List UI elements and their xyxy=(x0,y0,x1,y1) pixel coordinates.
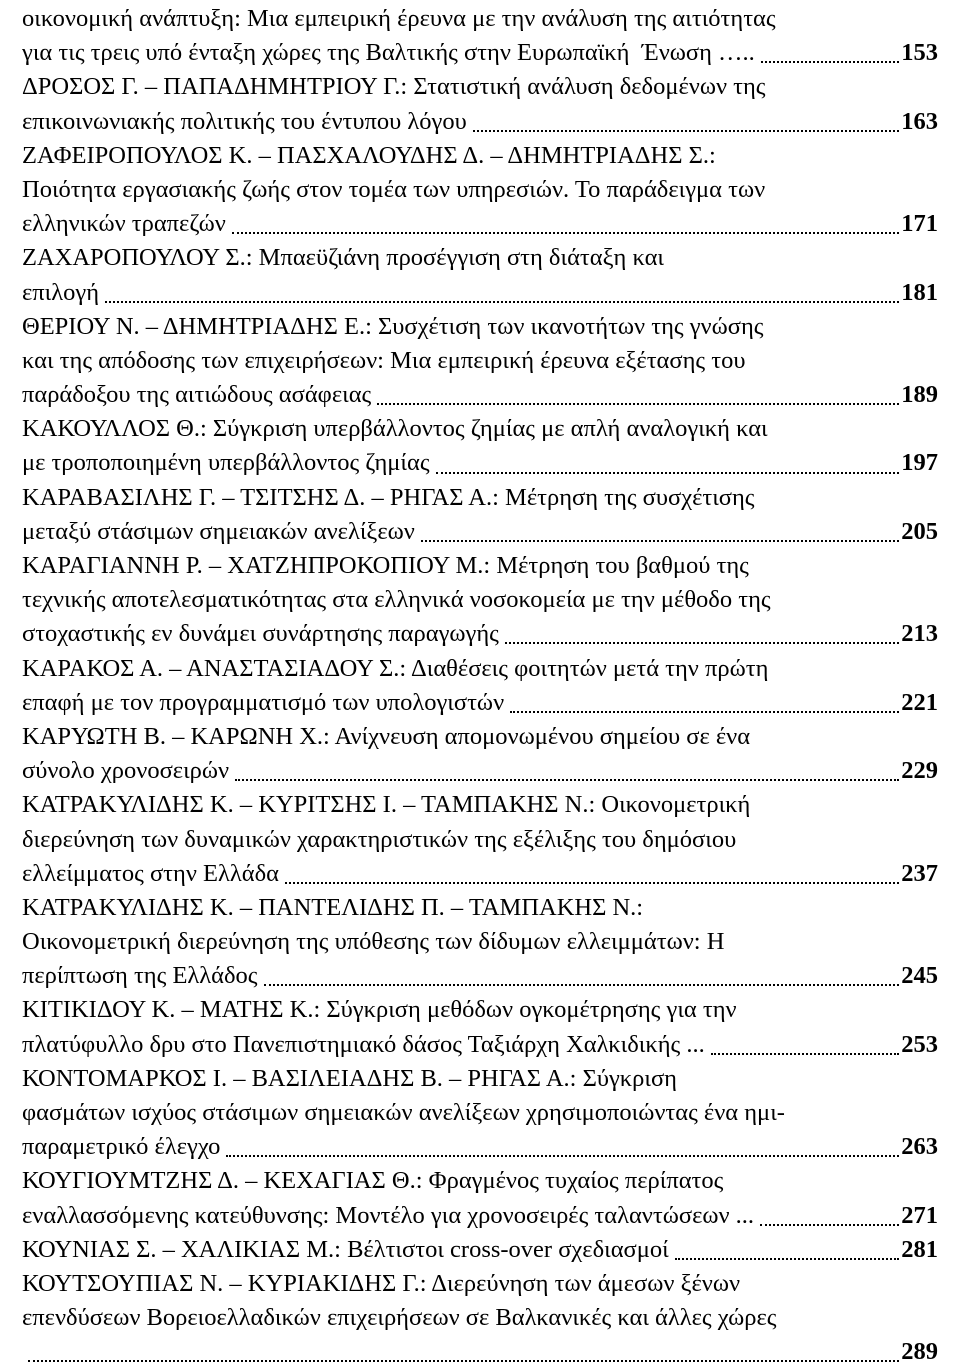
toc-line-text: ΚΑΡΑΓΙΑΝΝΗ Ρ. – ΧΑΤΖΗΠΡΟΚΟΠΙΟΥ Μ.: Μέτρηση του βαθμού της xyxy=(22,552,749,579)
toc-line xyxy=(22,310,938,344)
toc-line-text: ΔΡΟΣΟΣ Γ. – ΠΑΠΑΔΗΜΗΤΡΙΟΥ Γ.: Στατιστική ανάλυση δεδομένων της xyxy=(22,73,766,101)
dot-leader xyxy=(505,642,899,644)
toc-page-number: 205 xyxy=(901,517,938,545)
toc-page-number: 197 xyxy=(901,449,938,477)
toc-line-text: ΚΑΡΑΒΑΣΙΛΗΣ Γ. – ΤΣΙΤΣΗΣ Δ. – ΡΗΓΑΣ Α.: Μέτρηση της συσχέτισης xyxy=(22,483,755,511)
toc-line xyxy=(22,1130,938,1164)
toc-page-number: 271 xyxy=(901,1201,938,1229)
toc-line-text: ΚΑΤΡΑΚΥΛΙΔΗΣ Κ. – ΠΑΝΤΕΛΙΔΗΣ Π. – ΤΑΜΠΑΚΗΣ Ν.: xyxy=(22,893,644,921)
toc-line-text: επαφή με τον προγραμματισμό των υπολογιστών xyxy=(22,688,505,716)
toc-line-text: ΖΑΦΕΙΡΟΠΟΥΛΟΣ Κ. – ΠΑΣΧΑΛΟΥΔΗΣ Δ. – ΔΗΜΗΤΡΙΑΔΗΣ Σ.: xyxy=(22,141,716,169)
toc-line-text: παραμετρικό έλεγχο xyxy=(22,1133,221,1161)
toc-line xyxy=(22,583,938,617)
toc-page-number: 253 xyxy=(901,1030,938,1058)
dot-leader xyxy=(711,1053,900,1055)
toc-line-text: φασμάτων ισχύος στάσιμων σημειακών ανελίξεων χρησιμοποιώντας ένα ημι- xyxy=(22,1099,785,1126)
toc-line xyxy=(22,720,938,754)
toc-line-text: επενδύσεων Βορειοελλαδικών επιχειρήσεων σε Βαλκανικές και άλλες χώρες xyxy=(22,1304,777,1332)
toc-line xyxy=(22,207,938,241)
toc-line-text: ελλείμματος στην Ελλάδα xyxy=(22,859,279,887)
dot-leader xyxy=(285,882,899,884)
toc-line xyxy=(22,993,938,1027)
dot-leader xyxy=(436,472,900,474)
toc-line-text: ΚΑΚΟΥΛΛΟΣ Θ.: Σύγκριση υπερβάλλοντος ζημίας με απλή αναλογική και xyxy=(22,415,768,443)
toc-line xyxy=(22,1096,938,1130)
toc-line xyxy=(22,481,938,515)
toc-page-number: 181 xyxy=(901,278,938,306)
toc-line-text: ΚΟΥΓΙΟΥΜΤΖΗΣ Δ. – ΚΕΧΑΓΙΑΣ Θ.: Φραγμένος τυχαίος περίπατος xyxy=(22,1167,724,1195)
toc-line-text: ΚΟΝΤΟΜΑΡΚΟΣ Ι. – ΒΑΣΙΛΕΙΑΔΗΣ Β. – ΡΗΓΑΣ Α.: Σύγκριση xyxy=(22,1064,677,1092)
toc-line xyxy=(22,344,938,378)
toc-page-number: 221 xyxy=(901,688,938,716)
toc-line xyxy=(22,823,938,857)
toc-line-text: πλατύφυλλο δρυ στο Πανεπιστημιακό δάσος Ταξιάρχη Χαλκιδικής ... xyxy=(22,1030,705,1058)
toc-line xyxy=(22,754,938,788)
toc-line xyxy=(22,1164,938,1198)
toc-line-text: οικονομική ανάπτυξη: Μια εμπειρική έρευνα με την ανάλυση της αιτιότητας xyxy=(22,5,776,32)
toc-line xyxy=(22,276,938,310)
dot-leader xyxy=(105,301,899,303)
toc-page-number: 237 xyxy=(901,859,938,887)
toc-line-text: Ποιότητα εργασιακής ζωής στον τομέα των υπηρεσιών. Το παράδειγμα των xyxy=(22,175,766,203)
toc-line-text: με τροποποιημένη υπερβάλλοντος ζημίας xyxy=(22,449,430,477)
dot-leader xyxy=(760,1224,899,1226)
toc-line xyxy=(22,549,938,583)
toc-line-text: ΚΟΥΝΙΑΣ Σ. – ΧΑΛΙΚΙΑΣ Μ.: Βέλτιστοι cross-over σχεδιασμοί xyxy=(22,1235,669,1263)
toc-line-text: ΘΕΡΙΟΥ Ν. – ΔΗΜΗΤΡΙΑΔΗΣ Ε.: Συσχέτιση των ικανοτήτων της γνώσης xyxy=(22,312,764,340)
toc-line xyxy=(22,105,938,139)
toc-page-number: 213 xyxy=(901,620,938,648)
toc-line-text: και της απόδοσης των επιχειρήσεων: Μια εμπειρική έρευνα εξέτασης του xyxy=(22,346,746,374)
toc-line xyxy=(22,1199,938,1233)
toc-line xyxy=(22,36,938,70)
dot-leader xyxy=(510,711,899,713)
toc-line-text: ελληνικών τραπεζών xyxy=(22,210,226,238)
toc-page-number: 189 xyxy=(901,381,938,409)
toc-line-text: ΖΑΧΑΡΟΠΟΥΛΟΥ Σ.: Μπαεϋζιάνη προσέγγιση στη διάταξη και xyxy=(22,244,665,272)
toc-line xyxy=(22,378,938,412)
toc-line-text: διερεύνηση των δυναμικών χαρακτηριστικών της εξέλιξης του δημόσιου xyxy=(22,825,737,853)
toc-page-number: 153 xyxy=(901,39,938,67)
toc-line xyxy=(22,412,938,446)
toc-line xyxy=(22,652,938,686)
toc-line-text: επικοινωνιακής πολιτικής του έντυπου λόγου xyxy=(22,107,467,135)
toc-line-text: εναλλασσόμενης κατεύθυνσης: Μοντέλο για χρονοσειρές ταλαντώσεων ... xyxy=(22,1201,755,1229)
toc-line xyxy=(22,617,938,651)
dot-leader xyxy=(226,1155,899,1157)
toc-line xyxy=(22,891,938,925)
toc-page-number: 163 xyxy=(901,107,938,135)
toc-line xyxy=(22,686,938,720)
toc-line xyxy=(22,1301,938,1335)
toc-line-text: σύνολο χρονοσειρών xyxy=(22,757,230,785)
toc-line xyxy=(22,1062,938,1096)
toc-line-text: Οικονομετρική διερεύνηση της υπόθεσης των δίδυμων ελλειμμάτων: Η xyxy=(22,928,725,956)
toc-page-number: 281 xyxy=(901,1235,938,1263)
toc-line-text: τεχνικής αποτελεσματικότητας στα ελληνικά νοσοκομεία με την μέθοδο της xyxy=(22,586,771,614)
dot-leader xyxy=(264,984,900,986)
dot-leader xyxy=(235,779,899,781)
toc-line xyxy=(22,2,938,36)
toc-line-text: ΚΑΡΥΩΤΗ Β. – ΚΑΡΩΝΗ Χ.: Ανίχνευση απομονωμένου σημείου σε ένα xyxy=(22,722,751,750)
dot-leader xyxy=(473,130,900,132)
toc-line xyxy=(22,1028,938,1062)
toc-page-number: 245 xyxy=(901,962,938,990)
toc-line-text: παράδοξου της αιτιώδους ασάφειας xyxy=(22,381,372,409)
toc-page-number: 171 xyxy=(901,210,938,238)
toc-line xyxy=(22,857,938,891)
toc-line xyxy=(22,1335,938,1369)
toc-line xyxy=(22,515,938,549)
toc-line xyxy=(22,959,938,993)
toc-line-text: επιλογή xyxy=(22,278,100,306)
toc-line-text: ΚΟΥΤΣΟΥΠΙΑΣ Ν. – ΚΥΡΙΑΚΙΔΗΣ Γ.: Διερεύνηση των άμεσων ξένων xyxy=(22,1269,741,1297)
toc-line xyxy=(22,1233,938,1267)
toc-line-text: ΚΑΡΑΚΟΣ Α. – ΑΝΑΣΤΑΣΙΑΔΟΥ Σ.: Διαθέσεις φοιτητών μετά την πρώτη xyxy=(22,654,769,682)
toc-line-text: μεταξύ στάσιμων σημειακών ανελίξεων xyxy=(22,517,415,545)
toc-line xyxy=(22,788,938,822)
dot-leader xyxy=(28,1360,899,1362)
toc-line-text: ΚΑΤΡΑΚΥΛΙΔΗΣ Κ. – ΚΥΡΙΤΣΗΣ Ι. – ΤΑΜΠΑΚΗΣ Ν.: Οικονομετρική xyxy=(22,791,751,819)
toc-page-number: 289 xyxy=(901,1338,938,1366)
dot-leader xyxy=(232,232,899,234)
dot-leader xyxy=(761,61,899,63)
toc-line xyxy=(22,1267,938,1301)
toc-line xyxy=(22,241,938,275)
dot-leader xyxy=(421,540,899,542)
toc-line xyxy=(22,446,938,480)
toc-line-text: ΚΙΤΙΚΙΔΟΥ Κ. – ΜΑΤΗΣ Κ.: Σύγκριση μεθόδων ογκομέτρησης για την xyxy=(22,996,737,1024)
toc-line xyxy=(22,70,938,104)
dot-leader xyxy=(377,403,899,405)
toc-line-text: περίπτωση της Ελλάδος xyxy=(22,962,258,990)
toc-page-number: 263 xyxy=(901,1133,938,1161)
toc-line xyxy=(22,925,938,959)
toc-page-number: 229 xyxy=(901,757,938,785)
toc-line-text: για τις τρεις υπό ένταξη χώρες της Βαλτικής στην Ευρωπαϊκή Ένωση ….. xyxy=(22,39,755,67)
toc-line-text: στοχαστικής εν δυνάμει συνάρτησης παραγωγής xyxy=(22,620,499,648)
toc-line xyxy=(22,139,938,173)
toc-line xyxy=(22,173,938,207)
dot-leader xyxy=(675,1258,900,1260)
